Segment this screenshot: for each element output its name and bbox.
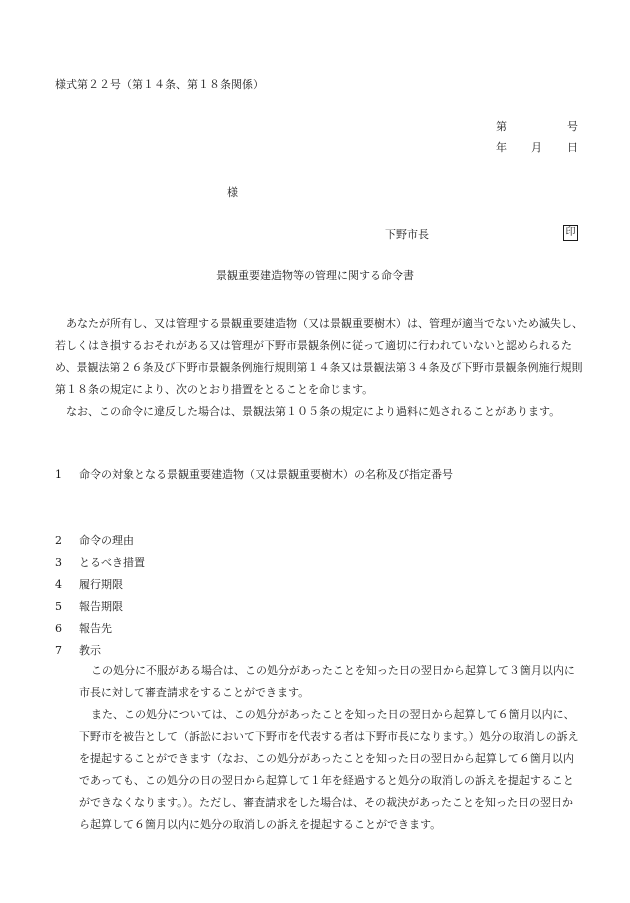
- body-paragraph-penalty: なお、この命令に違反した場合は、景観法第１０５条の規定により過料に処されることがあります。: [66, 405, 561, 418]
- date-year-label: 年: [496, 141, 507, 154]
- seal-stamp: 印: [563, 225, 578, 241]
- form-number: 様式第２２号（第１４条、第１８条関係）: [55, 78, 264, 91]
- item-number: 2: [55, 534, 62, 547]
- date-day-label: 日: [567, 141, 578, 154]
- addressee-honorific: 様: [227, 186, 238, 199]
- item-number: 7: [55, 644, 62, 657]
- item-number: 6: [55, 622, 62, 635]
- list-item: [55, 601, 123, 612]
- instruction-paragraph-lawsuit: また、この処分については、この処分があったことを知った日の翌日から起算して６箇月以内に、下野市を被告として（訴訟において下野市を代表する者は下野市長になります。）処分の取消しの訴えを提起することができます（なお、この処分があったことを知った日の翌日から起算して６箇月以内であっても、この処分の日の翌日から起算して１年を経過すると処分の取消しの訴えを提起することができなくなります。）。ただし、審査請求をした場合は、その裁決があったことを知った日の翌日から起算して６箇月以内に処分の取消しの訴えを提起することができます。: [79, 708, 579, 831]
- item-number: 5: [55, 600, 62, 613]
- item-label: 教示: [79, 644, 101, 657]
- item-number: 1: [55, 468, 62, 481]
- document-number-suffix: 号: [567, 120, 578, 133]
- item-label: 報告期限: [79, 600, 123, 613]
- item-number: 4: [55, 578, 62, 591]
- item-label: 命令の対象となる景観重要建造物（又は景観重要樹木）の名称及び指定番号: [79, 468, 453, 481]
- list-item: [55, 557, 145, 568]
- list-item: [55, 579, 123, 590]
- item-label: 報告先: [79, 622, 112, 635]
- list-item: [55, 535, 134, 546]
- item-number: 3: [55, 556, 62, 569]
- item-label: 命令の理由: [79, 534, 134, 547]
- list-item: [55, 623, 112, 634]
- item-label: とるべき措置: [79, 556, 145, 569]
- document-title: 景観重要建造物等の管理に関する命令書: [216, 269, 414, 282]
- list-item: [55, 469, 453, 480]
- document-number-prefix: 第: [496, 120, 507, 133]
- date-month-label: 月: [531, 141, 542, 154]
- list-item: [55, 645, 101, 656]
- item-label: 履行期限: [79, 578, 123, 591]
- sender-name: 下野市長: [385, 228, 429, 241]
- body-paragraph-main: あなたが所有し、又は管理する景観重要建造物（又は景観重要樹木）は、管理が適当でないため滅失し、若しくはき損するおそれがある又は管理が下野市景観条例に従って適切に行われていないと認められるため、景観法第２６条及び下野市景観条例施行規則第１４条又は景観法第３４条及び下野市景観条例施行規則第１８条の規定により、次のとおり措置をとることを命じます。: [55, 317, 583, 396]
- instruction-paragraph-review: この処分に不服がある場合は、この処分があったことを知った日の翌日から起算して３箇月以内に市長に対して審査請求をすることができます。: [79, 664, 575, 699]
